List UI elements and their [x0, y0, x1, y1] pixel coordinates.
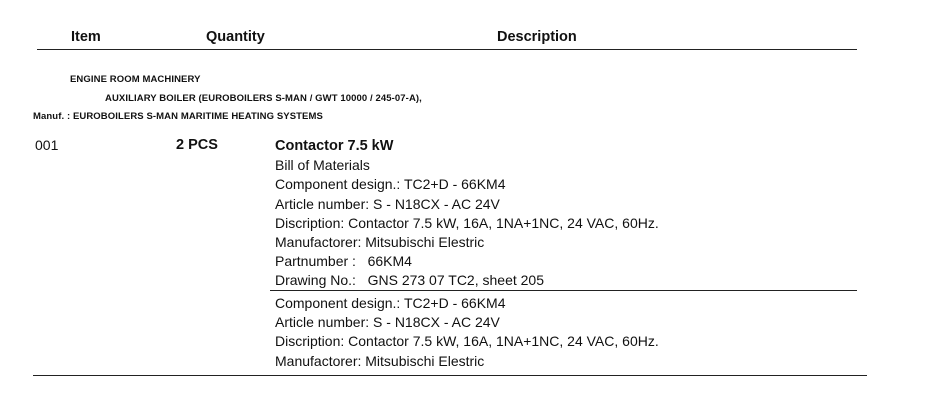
column-header-description: Description: [497, 29, 577, 45]
item-description-repeat: [275, 294, 659, 371]
section-manufacturer-heading: Manuf. : EUROBOILERS S-MAN MARITIME HEATING SYSTEMS: [33, 111, 323, 122]
section-subgroup-heading: AUXILIARY BOILER (EUROBOILERS S-MAN / GWT 10000 / 245-07-A),: [105, 93, 422, 104]
column-header-quantity: Quantity: [206, 29, 265, 45]
description-line: Bill of Materials: [275, 157, 370, 174]
description-line: Article number: S - N18CX - AC 24V: [275, 195, 500, 212]
description-line: Manufactorer: Mitsubischi Elestric: [275, 352, 485, 369]
description-line: Component design.: TC2+D - 66KM4: [275, 295, 506, 311]
description-divider: [270, 290, 857, 291]
description-line: Partnumber : 66KM4: [275, 253, 412, 270]
description-line: Discription: Contactor 7.5 kW, 16A, 1NA+1NC, 24 VAC, 60Hz.: [275, 214, 659, 231]
description-line: Drawing No.: GNS 273 07 TC2, sheet 205: [275, 272, 544, 289]
description-line: Article number: S - N18CX - AC 24V: [275, 314, 500, 331]
header-divider: [37, 49, 857, 50]
description-line: Discription: Contactor 7.5 kW, 16A, 1NA+1NC, 24 VAC, 60Hz.: [275, 333, 659, 350]
item-number: 001: [35, 137, 59, 153]
description-line: Manufactorer: Mitsubischi Elestric: [275, 234, 485, 251]
table-bottom-rule: [33, 375, 867, 376]
item-quantity: 2 PCS: [176, 137, 218, 153]
column-header-item: Item: [71, 29, 101, 45]
description-line: Component design.: TC2+D - 66KM4: [275, 176, 506, 193]
section-group-heading: ENGINE ROOM MACHINERY: [70, 74, 201, 85]
item-description: [275, 137, 659, 291]
item-title: Contactor 7.5 kW: [275, 138, 394, 154]
